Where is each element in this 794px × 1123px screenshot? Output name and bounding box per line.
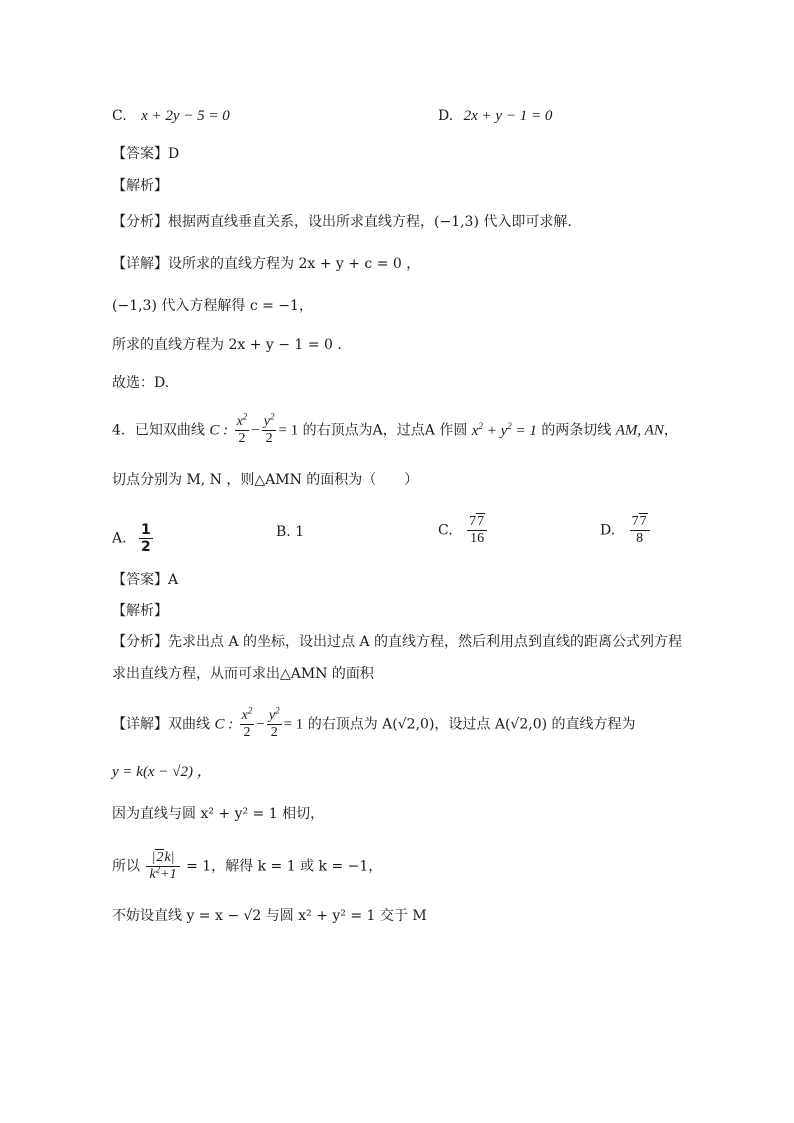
solution-text: 所以 — [112, 858, 140, 875]
option-d — [600, 514, 652, 547]
analysis-heading: 【解析】 — [112, 603, 168, 619]
option-c — [438, 514, 489, 547]
fraction: $\frac{77}{8}$ — [630, 514, 650, 547]
answer-text: 【答案】D — [112, 146, 180, 162]
distance-equation — [112, 850, 382, 883]
line-equation: y = k(x − √2) ， — [112, 764, 212, 780]
analysis-summary: 求出直线方程，从而可求出△AMN 的面积 — [112, 666, 374, 682]
fraction: $\frac{x^2}{2}$ — [236, 411, 248, 446]
fraction: $\frac{|2k|}{k^2+1}$ — [146, 850, 179, 883]
final-choice: 故选：D. — [112, 375, 170, 391]
analysis-summary: 【分析】先求出点 A 的坐标，设出过点 A 的直线方程，然后利用点到直线的距离公式列方程 — [112, 634, 683, 650]
option-label: D. — [438, 108, 454, 124]
option-label: C. — [438, 522, 453, 539]
option-label: D. — [600, 522, 616, 539]
option-label: A. — [112, 530, 127, 547]
detailed-solution: 【详解】双曲线 C : $\frac{x^2}{2}$ − $\frac{y^2}{2}$ = 1 的右顶点为 A(√2,0)，设过点 A(√2,0) 的直线方程为 — [112, 705, 636, 740]
solution-text: = 1，解得 k = 1 或 k = −1， — [186, 858, 383, 875]
analysis-heading: 【解析】 — [112, 178, 168, 194]
question-stem: 4．已知双曲线 C : $\frac{x^2}{2}$ − $\frac{y^2}{2}$ = 1 的右顶点为A，过点A 作圆 $x^2 + y^2 = 1$ 的两条切线 AM, AN， — [112, 411, 678, 446]
fraction: $\frac{x^2}{2}$ — [241, 705, 253, 740]
hyperbola-symbol: C : — [209, 422, 229, 439]
option-c — [112, 106, 230, 126]
fraction: $\frac{y^2}{2}$ — [263, 411, 275, 446]
option-expression: 2x + y − 1 = 0 — [463, 108, 553, 124]
option-a — [112, 522, 155, 555]
tangent-lines: AM, AN — [615, 422, 664, 439]
fraction: $\frac{77}{16}$ — [467, 514, 487, 547]
solution-text: 【详解】双曲线 — [112, 716, 210, 733]
solution-step: (−1,3) 代入方程解得 c = −1， — [112, 298, 313, 314]
question-stem-line2: 切点分别为 M, N ，则△AMN 的面积为（ ） — [112, 472, 419, 488]
answer-text: 【答案】A — [112, 572, 179, 588]
option-d — [438, 106, 552, 126]
tangent-condition: 因为直线与圆 x² + y² = 1 相切， — [112, 806, 325, 822]
stem-text: 的两条切线 — [541, 422, 612, 439]
analysis-summary: 【分析】根据两直线垂直关系，设出所求直线方程，(−1,3) 代入即可求解. — [112, 214, 572, 230]
solution-step: 所求的直线方程为 2x + y − 1 = 0 . — [112, 337, 342, 353]
fraction: $\frac{1}{2}$ — [141, 522, 151, 555]
option-expression: x + 2y − 5 = 0 — [141, 108, 230, 124]
solution-step: 不妨设直线 y = x − √2 与圆 x² + y² = 1 交于 M — [112, 908, 427, 924]
option-b: B. 1 — [276, 524, 305, 540]
stem-text: 的右顶点为A，过点A 作圆 — [302, 422, 468, 439]
fraction: $\frac{y^2}{2}$ — [268, 705, 280, 740]
option-label: C. — [112, 108, 127, 124]
stem-text: 4．已知双曲线 — [112, 422, 205, 439]
circle-equation: $x^2 + y^2 = 1$ — [471, 420, 537, 439]
solution-text: 的右顶点为 A(√2,0)，设过点 A(√2,0) 的直线方程为 — [307, 716, 636, 733]
detailed-solution: 【详解】设所求的直线方程为 2x + y + c = 0 ， — [112, 256, 421, 272]
